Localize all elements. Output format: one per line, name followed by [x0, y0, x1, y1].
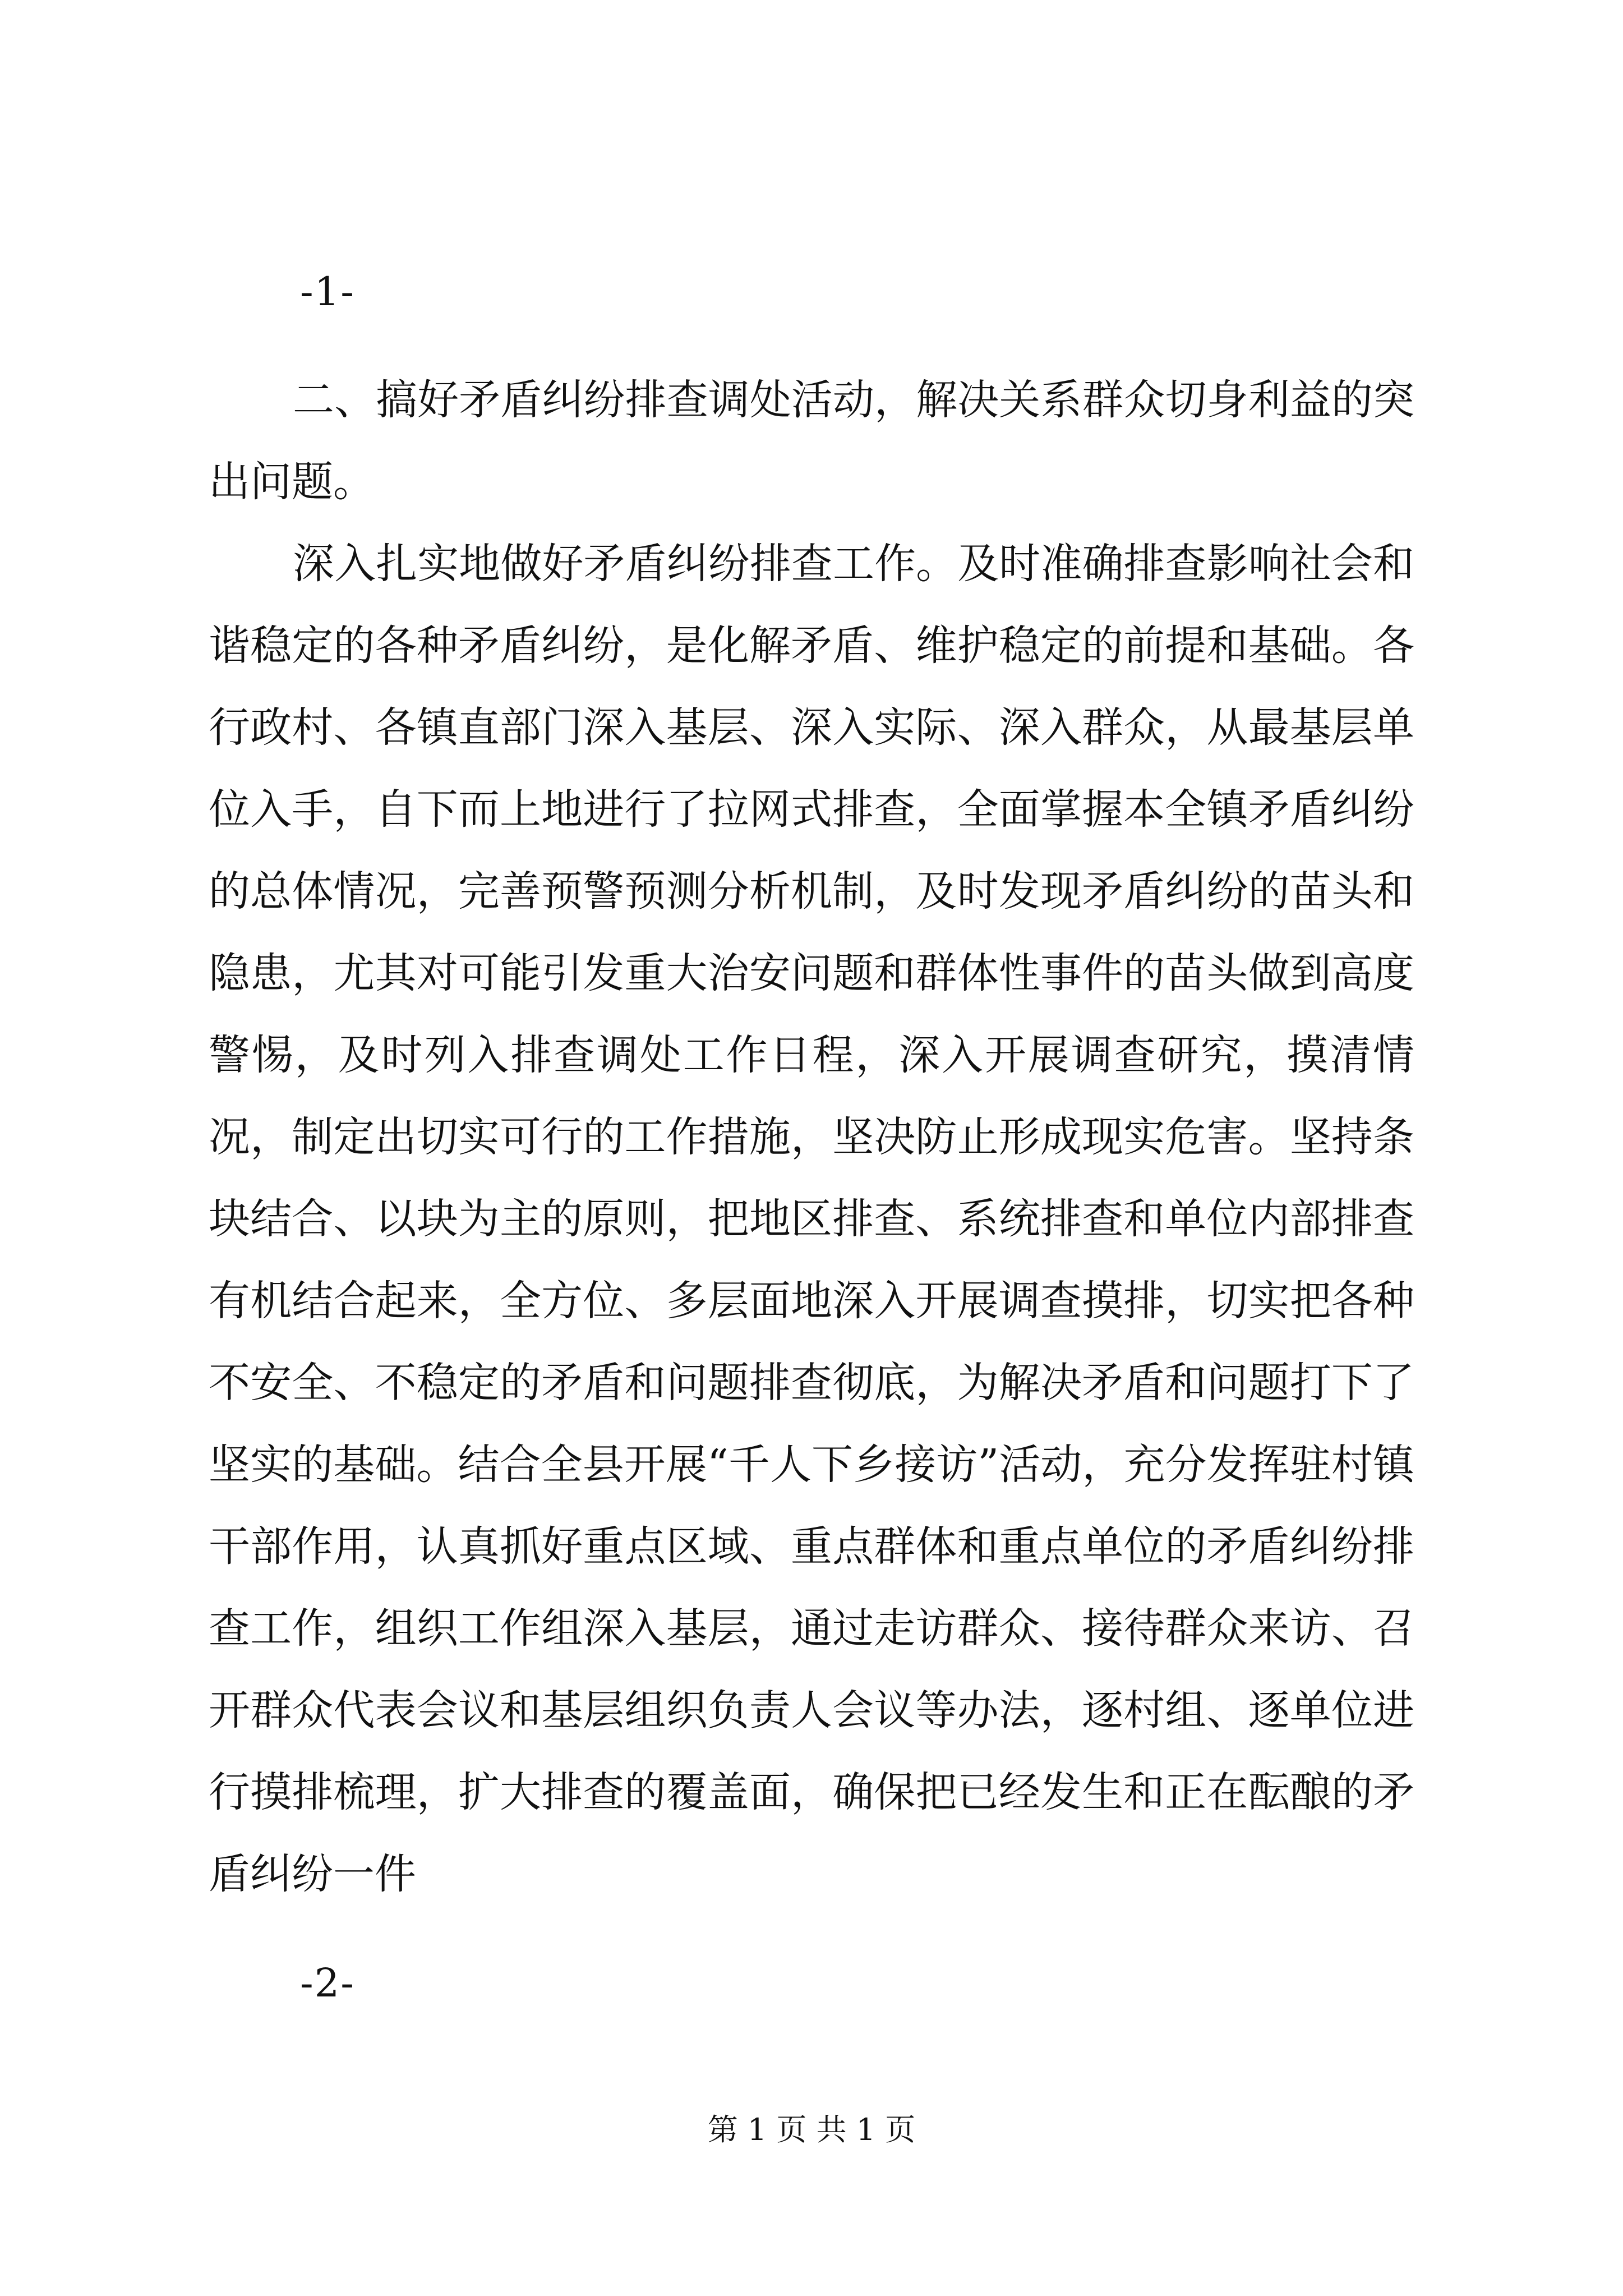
body-paragraph: 深入扎实地做好矛盾纠纷排查工作。及时准确排查影响社会和谐稳定的各种矛盾纠纷，是化解矛盾、维护稳定的前提和基础。各行政村、各镇直部门深入基层、深入实际、深入群众，从最基层单位入手，自下而上地进行了拉网式排查，全面掌握本全镇矛盾纠纷的总体情况，完善预警预测分析机制，及时发现矛盾纠纷的苗头和隐患，尤其对可能引发重大治安问题和群体性事件的苗头做到高度警惕，及时列入排查调处工作日程，深入开展调查研究，摸清情况，制定出切实可行的工作措施，坚决防止形成现实危害。坚持条块结合、以块为主的原则，把地区排查、系统排查和单位内部排查有机结合起来，全方位、多层面地深入开展调查摸排，切实把各种不安全、不稳定的矛盾和问题排查彻底，为解决矛盾和问题打下了坚实的基础。结合全县开展“千人下乡接访”活动，充分发挥驻村镇干部作用，认真抓好重点区域、重点群体和重点单位的矛盾纠纷排查工作，组织工作组深入基层，通过走访群众、接待群众来访、召开群众代表会议和基层组织负责人会议等办法，逐村组、逐单位进行摸排梳理，扩大排查的覆盖面，确保把已经发生和正在酝酿的矛盾纠纷一件 — [209, 540, 1414, 1898]
page-footer: 第 1 页 共 1 页 — [707, 2112, 916, 2147]
section-heading: 二、搞好矛盾纠纷排查调处活动，解决关系群众切身利益的突出问题。 — [209, 376, 1414, 506]
page-marker-top: -1- — [300, 269, 355, 315]
document-content — [209, 359, 1414, 1915]
page-marker-bottom: -2- — [300, 1960, 355, 2006]
